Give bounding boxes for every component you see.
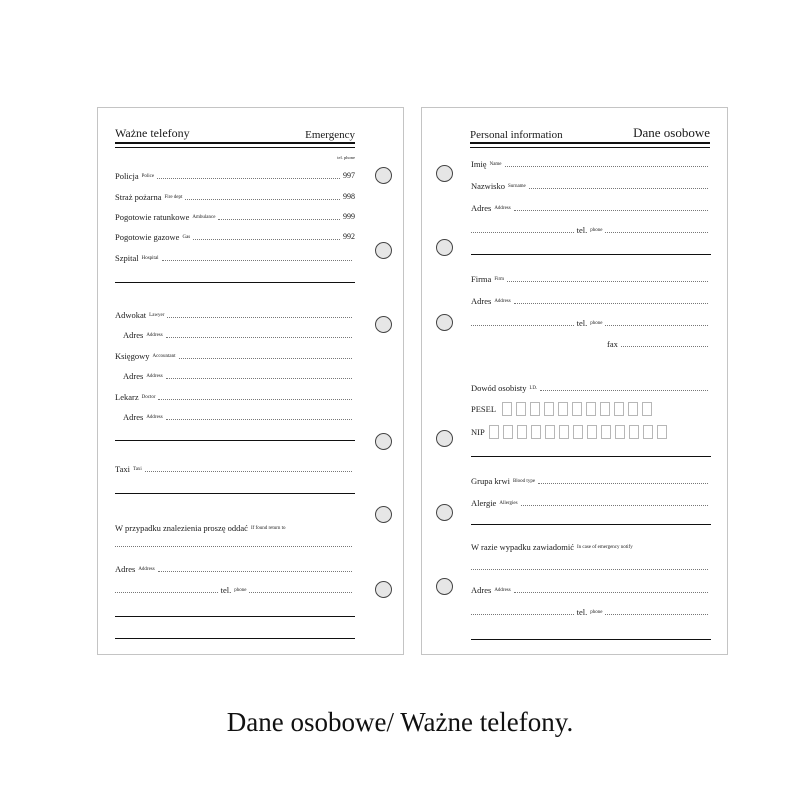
- blood-type-label: Grupa krwi: [471, 476, 510, 486]
- writing-line[interactable]: [115, 282, 355, 283]
- fax-row: [471, 335, 711, 349]
- writing-line[interactable]: [471, 639, 711, 640]
- digit-box[interactable]: [614, 402, 624, 416]
- notify-tel-field[interactable]: [605, 614, 708, 615]
- page-title-en: Emergency: [305, 129, 355, 141]
- ambulance-row: [115, 208, 355, 222]
- surname-row: [471, 177, 711, 191]
- writing-line[interactable]: [115, 616, 355, 617]
- writing-line[interactable]: [471, 524, 711, 525]
- digit-box[interactable]: [517, 425, 527, 439]
- accountant-sub: Accountant: [152, 354, 176, 359]
- header-rule-thin: [115, 147, 355, 148]
- punch-hole: [375, 167, 392, 184]
- gas-sub: Gas: [182, 235, 191, 240]
- surname-field[interactable]: [529, 188, 708, 189]
- product-caption: Dane osobowe/ Ważne telefony.: [226, 707, 574, 737]
- fill-line[interactable]: [115, 546, 352, 547]
- digit-box[interactable]: [544, 402, 554, 416]
- digit-box[interactable]: [516, 402, 526, 416]
- company-address-field[interactable]: [514, 303, 708, 304]
- company-tel-field[interactable]: [605, 325, 708, 326]
- digit-box[interactable]: [628, 402, 638, 416]
- address-row: [115, 560, 355, 574]
- fill-line[interactable]: [157, 178, 340, 179]
- fill-line[interactable]: [471, 569, 708, 570]
- if-found-row: [115, 519, 355, 533]
- taxi-row: [115, 460, 355, 474]
- tel-sub: phone: [590, 228, 603, 233]
- writing-line[interactable]: [471, 456, 711, 457]
- taxi-label: Taxi: [115, 464, 130, 474]
- id-card-row: [471, 379, 711, 393]
- notify-address-row: [471, 581, 711, 595]
- tel-sub: phone: [234, 588, 247, 593]
- digit-box[interactable]: [615, 425, 625, 439]
- emergency-notify-sub: In case of emergency notify: [576, 545, 633, 550]
- ambulance-number: 999: [343, 212, 355, 221]
- fill-line[interactable]: [167, 317, 352, 318]
- id-card-sub: I.D.: [529, 386, 538, 391]
- fax-field[interactable]: [621, 346, 708, 347]
- tel-field[interactable]: [605, 232, 708, 233]
- ambulance-sub: Ambulance: [192, 215, 216, 220]
- company-field[interactable]: [507, 281, 708, 282]
- fire-dept-number: 998: [343, 192, 355, 201]
- hospital-sub: Hospital: [141, 256, 159, 261]
- name-field[interactable]: [505, 166, 708, 167]
- ambulance-label: Pogotowie ratunkowe: [115, 212, 190, 222]
- fill-line[interactable]: [166, 419, 352, 420]
- address-sub: Address: [494, 206, 511, 211]
- punch-hole: [375, 581, 392, 598]
- address-label: Adres: [471, 585, 492, 595]
- company-address-row: [471, 292, 711, 306]
- page-header: [470, 124, 710, 144]
- pesel-label: PESEL: [471, 404, 497, 414]
- nip-boxes[interactable]: [489, 425, 667, 439]
- surname-label: Nazwisko: [471, 181, 505, 191]
- address-row: [471, 199, 711, 213]
- address-sub: Address: [494, 299, 511, 304]
- fill-line[interactable]: [179, 358, 352, 359]
- lawyer-address-row: [115, 326, 355, 340]
- digit-box[interactable]: [657, 425, 667, 439]
- digit-box[interactable]: [586, 402, 596, 416]
- address-sub: Address: [146, 333, 163, 338]
- doctor-row: [115, 388, 355, 402]
- punch-hole: [436, 504, 453, 521]
- fire-dept-sub: Fire dept: [164, 195, 183, 200]
- page-title: Dane osobowe: [633, 125, 710, 140]
- emergency-phones-page: [97, 107, 404, 655]
- digit-box[interactable]: [530, 402, 540, 416]
- fax-label: fax: [607, 339, 618, 349]
- doctor-address-row: [115, 408, 355, 422]
- fill-line[interactable]: [185, 199, 340, 200]
- pesel-boxes[interactable]: [502, 402, 652, 416]
- fill-line[interactable]: [471, 614, 574, 615]
- punch-hole: [436, 239, 453, 256]
- notify-tel-row: [471, 603, 711, 617]
- digit-box[interactable]: [643, 425, 653, 439]
- hospital-row: [115, 249, 355, 263]
- name-row: [471, 155, 711, 169]
- digit-box[interactable]: [629, 425, 639, 439]
- address-sub: Address: [146, 415, 163, 420]
- blood-type-row: [471, 472, 711, 486]
- fill-line[interactable]: [166, 337, 352, 338]
- police-number: 997: [343, 171, 355, 180]
- tel-label: tel.: [576, 318, 588, 328]
- accountant-address-row: [115, 367, 355, 381]
- allergies-label: Alergie: [471, 498, 497, 508]
- punch-hole: [375, 433, 392, 450]
- digit-box[interactable]: [601, 425, 611, 439]
- punch-hole: [436, 165, 453, 182]
- phone-column-header: tel. phone: [337, 155, 355, 160]
- page-title-en: Personal information: [470, 129, 563, 141]
- writing-line[interactable]: [115, 638, 355, 639]
- digit-box[interactable]: [587, 425, 597, 439]
- fill-line[interactable]: [115, 592, 218, 593]
- gas-label: Pogotowie gazowe: [115, 232, 180, 242]
- address-sub: Address: [138, 567, 155, 572]
- fill-line[interactable]: [158, 571, 352, 572]
- doctor-sub: Doctor: [141, 395, 156, 400]
- tel-row: [471, 221, 711, 235]
- digit-box[interactable]: [503, 425, 513, 439]
- nip-row: [471, 424, 711, 440]
- fill-row: [471, 558, 711, 572]
- punch-hole: [375, 242, 392, 259]
- allergies-row: [471, 494, 711, 508]
- address-field[interactable]: [514, 210, 708, 211]
- punch-hole: [375, 506, 392, 523]
- fill-line[interactable]: [471, 232, 574, 233]
- company-label: Firma: [471, 274, 492, 284]
- address-label: Adres: [115, 564, 136, 574]
- page-header: [115, 124, 355, 144]
- id-card-field[interactable]: [540, 390, 708, 391]
- digit-box[interactable]: [642, 402, 652, 416]
- tel-label: tel.: [576, 607, 588, 617]
- digit-box[interactable]: [572, 402, 582, 416]
- nip-label: NIP: [471, 427, 485, 437]
- id-card-label: Dowód osobisty: [471, 383, 527, 393]
- gas-number: 992: [343, 232, 355, 241]
- tel-sub: phone: [590, 610, 603, 615]
- pesel-row: [471, 401, 711, 417]
- fill-line[interactable]: [166, 378, 352, 379]
- address-label: Adres: [123, 330, 144, 340]
- writing-line[interactable]: [115, 493, 355, 494]
- address-label: Adres: [123, 412, 144, 422]
- company-sub: Firm: [494, 277, 505, 282]
- digit-box[interactable]: [545, 425, 555, 439]
- name-label: Imię: [471, 159, 487, 169]
- blood-type-sub: Blood type: [512, 479, 536, 484]
- digit-box[interactable]: [502, 402, 512, 416]
- fire-dept-row: [115, 188, 355, 202]
- if-found-label: W przypadku znalezienia proszę oddać: [115, 523, 248, 533]
- digit-box[interactable]: [558, 402, 568, 416]
- police-label: Policja: [115, 171, 139, 181]
- lawyer-row: [115, 306, 355, 320]
- allergies-sub: Allergies: [499, 501, 518, 506]
- if-found-sub: If found return to: [250, 526, 286, 531]
- fill-line[interactable]: [162, 260, 352, 261]
- address-label: Adres: [471, 203, 492, 213]
- blood-type-field[interactable]: [538, 483, 708, 484]
- police-sub: Police: [141, 174, 155, 179]
- fill-line[interactable]: [218, 219, 340, 220]
- tel-row: [115, 581, 355, 595]
- page-title: Ważne telefony: [115, 126, 190, 140]
- company-row: [471, 270, 711, 284]
- address-sub: Address: [146, 374, 163, 379]
- lawyer-label: Adwokat: [115, 310, 147, 320]
- company-tel-row: [471, 314, 711, 328]
- header-rule-thin: [470, 147, 710, 148]
- surname-sub: Surname: [508, 184, 526, 189]
- fill-line[interactable]: [249, 592, 352, 593]
- digit-box[interactable]: [600, 402, 610, 416]
- address-sub: Address: [494, 588, 511, 593]
- police-row: [115, 167, 355, 181]
- personal-information-page: [421, 107, 728, 655]
- doctor-label: Lekarz: [115, 392, 139, 402]
- fill-line[interactable]: [193, 239, 340, 240]
- punch-hole: [436, 578, 453, 595]
- tel-label: tel.: [220, 585, 232, 595]
- header-rule: [115, 142, 355, 144]
- fill-line[interactable]: [471, 325, 574, 326]
- address-label: Adres: [123, 371, 144, 381]
- address-label: Adres: [471, 296, 492, 306]
- lawyer-sub: Lawyer: [149, 313, 165, 318]
- digit-box[interactable]: [531, 425, 541, 439]
- allergies-field[interactable]: [521, 505, 708, 506]
- emergency-notify-row: [471, 538, 711, 552]
- punch-hole: [436, 430, 453, 447]
- punch-hole: [375, 316, 392, 333]
- accountant-label: Księgowy: [115, 351, 150, 361]
- fill-line[interactable]: [158, 399, 352, 400]
- header-rule: [470, 142, 710, 144]
- tel-sub: phone: [590, 321, 603, 326]
- fill-line[interactable]: [145, 471, 352, 472]
- digit-box[interactable]: [489, 425, 499, 439]
- hospital-label: Szpital: [115, 253, 139, 263]
- accountant-row: [115, 347, 355, 361]
- writing-line[interactable]: [115, 440, 355, 441]
- writing-line[interactable]: [471, 254, 711, 255]
- digit-box[interactable]: [573, 425, 583, 439]
- notify-address-field[interactable]: [514, 592, 708, 593]
- tel-label: tel.: [576, 225, 588, 235]
- name-sub: Name: [489, 162, 502, 167]
- digit-box[interactable]: [559, 425, 569, 439]
- fill-row: [115, 535, 355, 549]
- taxi-sub: Taxi: [132, 467, 142, 472]
- emergency-notify-label: W razie wypadku zawiadomić: [471, 542, 574, 552]
- fire-dept-label: Straż pożarna: [115, 192, 162, 202]
- gas-row: [115, 228, 355, 242]
- punch-hole: [436, 314, 453, 331]
